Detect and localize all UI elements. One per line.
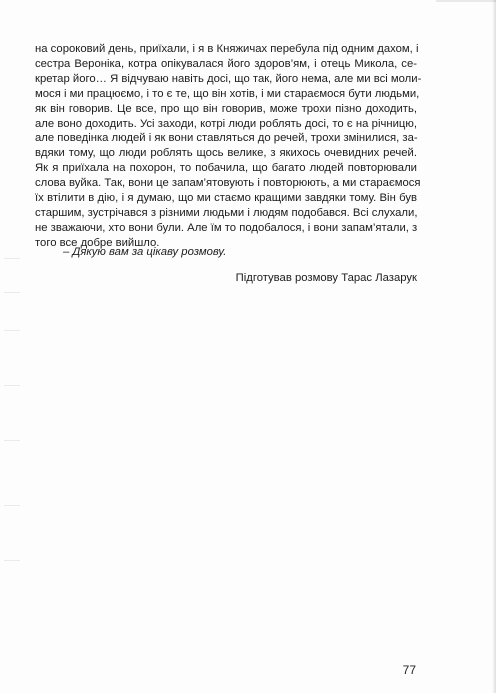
text-line: але поведінка людей і як вони ставляться до речей, трохи змінилися, за- [35, 132, 418, 145]
bleed-through-mark [4, 505, 20, 506]
bleed-through-mark [4, 292, 20, 293]
interview-body-text [35, 42, 422, 251]
bleed-through-mark [4, 330, 20, 331]
text-line: як він говорив. Це все, про що він говорив, може трохи пізно доходить, [35, 102, 417, 115]
text-line: кретар його… Я відчуваю навіть досі, що так, його нема, але ми всі моли- [35, 72, 422, 85]
text-line: того все добре вийшло. [35, 236, 160, 249]
text-line: вдяки тому, що люди роблять щось велике, з якихось очевидних речей. [35, 147, 417, 160]
text-line: слова вуйка. Так, вони це запам’ятовують і повторюють, а ми стараємося [35, 177, 421, 190]
text-line: мося і ми працюємо, і то є те, що він хотів, і ми стараємося бути людьми, [35, 87, 420, 100]
interviewer-closing-remark: – Дякую вам за цікаву розмову. [63, 246, 227, 258]
text-line: їх втілити в дію, і я думаю, що ми стаємо кращими завдяки тому. Він був [35, 192, 417, 205]
bleed-through-mark [4, 258, 20, 259]
body-paragraph [35, 42, 422, 251]
bleed-through-mark [4, 440, 20, 441]
scan-edge-shadow [492, 0, 496, 693]
text-line: старшим, зустрічався з різними людьми і людям подобався. Всі слухали, [35, 206, 418, 219]
bleed-through-mark [4, 385, 20, 386]
text-line: не зважаючи, хто вони були. Але їм то подобалося, і вони запам’ятали, з [35, 221, 418, 234]
author-credit: Підготував розмову Тарас Лазарук [235, 272, 417, 284]
text-line: але воно доходить. Усі заходи, котрі люди роблять досі, то є на річницю, [35, 117, 417, 130]
text-line: Як я приїхала на похорон, то побачила, що багато людей повторювали [35, 162, 417, 175]
text-line: сестра Вероніка, котра опікувалася його здоров’ям, і отець Микола, се- [35, 57, 417, 70]
text-line: на сороковий день, приїхали, і я в Княжичах перебула під одним дахом, і [35, 43, 419, 55]
page-number: 77 [402, 663, 416, 677]
bleed-through-mark [4, 560, 20, 561]
scan-top-edge [436, 0, 496, 2]
